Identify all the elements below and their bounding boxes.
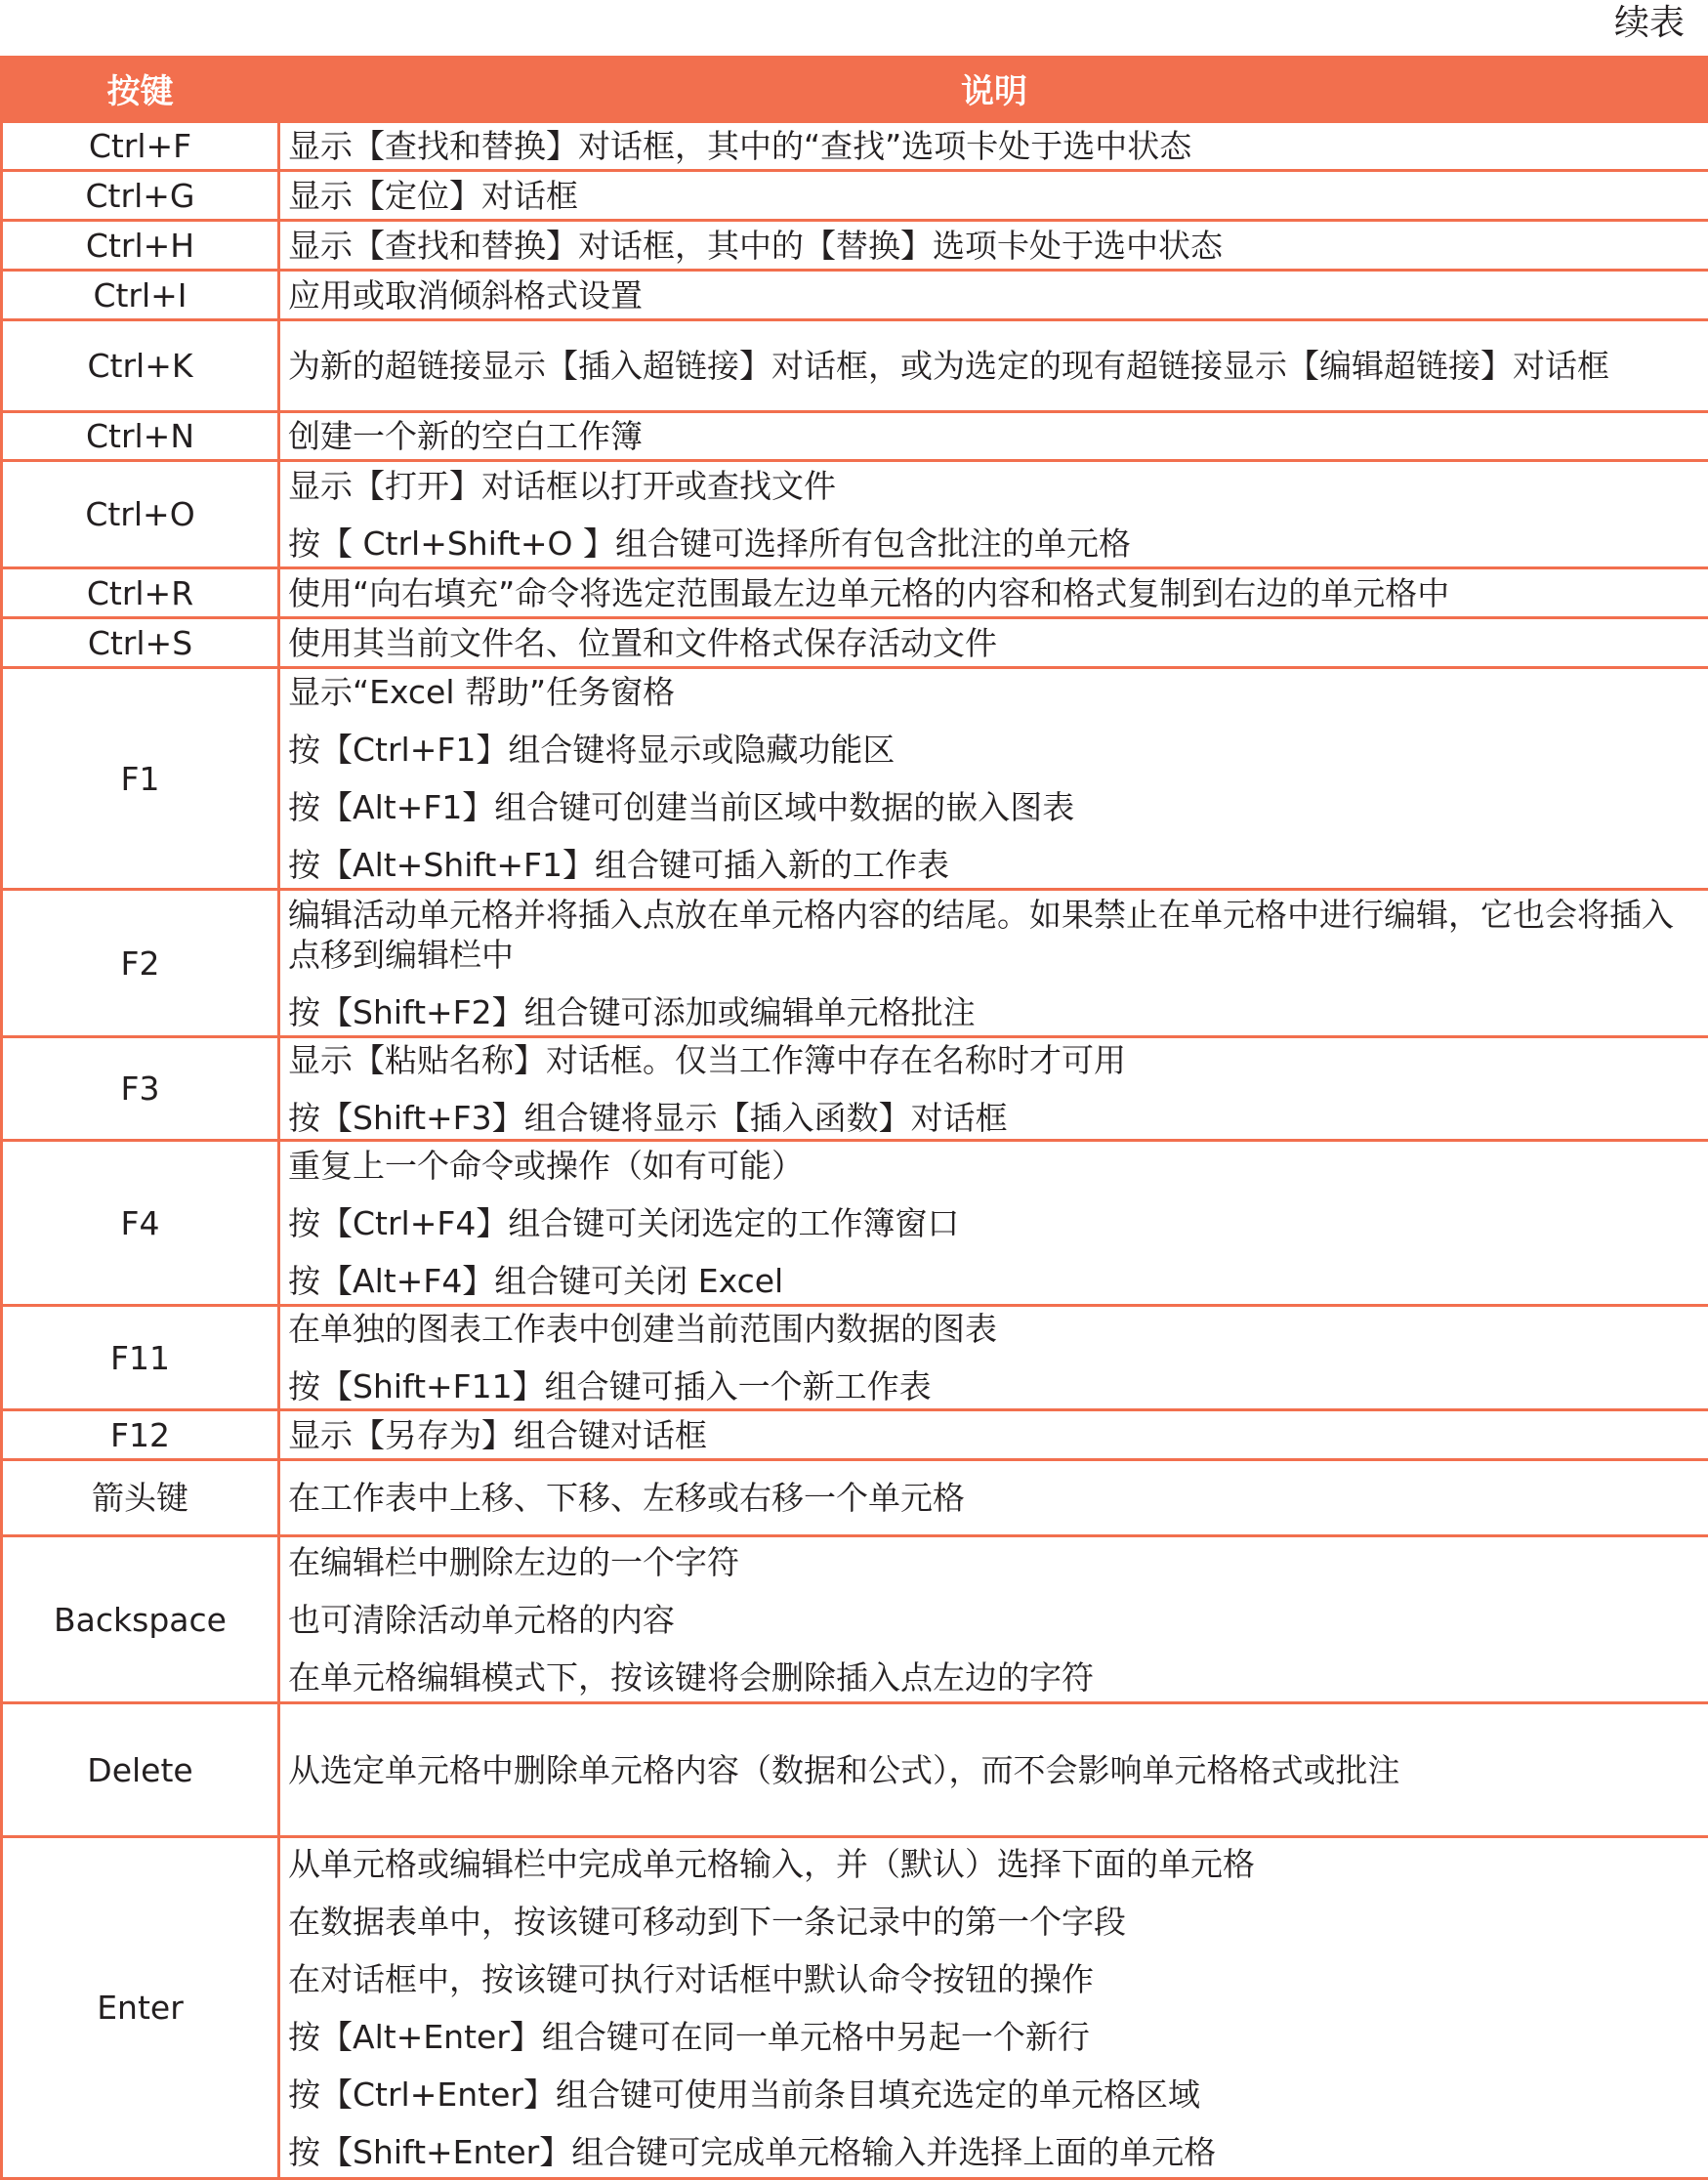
shortcut-key-cell: Ctrl+F: [2, 122, 279, 171]
shortcut-key-cell: Ctrl+R: [2, 568, 279, 618]
description-cell: [279, 271, 1708, 320]
table-row: [2, 1703, 1708, 1837]
table-row: [2, 171, 1708, 221]
table-row: [2, 1536, 1708, 1703]
description-line: 按【Alt+Enter】组合键可在同一单元格中另起一个新行: [288, 2017, 1700, 2057]
description-line: 按【Ctrl+F4】组合键可关闭选定的工作簿窗口: [288, 1203, 1700, 1243]
description-line: 显示【查找和替换】对话框，其中的【替换】选项卡处于选中状态: [288, 226, 1700, 266]
shortcut-key-cell: Ctrl+K: [2, 320, 279, 412]
table-row: [2, 1037, 1708, 1141]
shortcut-key-cell: Delete: [2, 1703, 279, 1837]
shortcut-key-cell: F11: [2, 1306, 279, 1410]
description-cell: [279, 412, 1708, 461]
description-line: 重复上一个命令或操作（如有可能）: [288, 1146, 1700, 1186]
description-cell: [279, 1141, 1708, 1306]
table-row: [2, 1837, 1708, 2179]
table-row: [2, 1410, 1708, 1460]
shortcut-key-cell: Ctrl+N: [2, 412, 279, 461]
description-cell: [279, 1703, 1708, 1837]
table-body: [2, 122, 1708, 2179]
description-line: 创建一个新的空白工作簿: [288, 416, 1700, 456]
table-row: [2, 1460, 1708, 1536]
description-line: 从选定单元格中删除单元格内容（数据和公式），而不会影响单元格格式或批注: [288, 1750, 1700, 1790]
shortcut-key-cell: Ctrl+H: [2, 221, 279, 271]
description-line: 按【Shift+F3】组合键将显示【插入函数】对话框: [288, 1098, 1700, 1138]
table-row: [2, 1141, 1708, 1306]
description-line: 编辑活动单元格并将插入点放在单元格内容的结尾。如果禁止在单元格中进行编辑，它也会将插入点移到编辑栏中: [288, 895, 1700, 975]
shortcut-key-cell: Ctrl+S: [2, 618, 279, 668]
description-cell: [279, 1460, 1708, 1536]
shortcut-key-cell: Ctrl+I: [2, 271, 279, 320]
description-line: 按【Alt+Shift+F1】组合键可插入新的工作表: [288, 845, 1700, 885]
description-line: 从单元格或编辑栏中完成单元格输入，并（默认）选择下面的单元格: [288, 1844, 1700, 1884]
header-description: 说明: [279, 56, 1708, 122]
shortcut-key-table: [0, 56, 1708, 2180]
description-cell: [279, 668, 1708, 890]
shortcut-key-cell: Backspace: [2, 1536, 279, 1703]
shortcut-key-cell: Ctrl+O: [2, 461, 279, 568]
description-line: 使用“向右填充”命令将选定范围最左边单元格的内容和格式复制到右边的单元格中: [288, 573, 1700, 613]
description-line: 按【 Ctrl+Shift+O 】组合键可选择所有包含批注的单元格: [288, 524, 1700, 564]
description-cell: [279, 122, 1708, 171]
description-cell: [279, 320, 1708, 412]
description-line: 显示【另存为】组合键对话框: [288, 1415, 1700, 1455]
description-line: 在数据表单中，按该键可移动到下一条记录中的第一个字段: [288, 1902, 1700, 1942]
description-line: 也可清除活动单元格的内容: [288, 1600, 1700, 1640]
description-cell: [279, 1037, 1708, 1141]
shortcut-key-cell: F12: [2, 1410, 279, 1460]
description-line: 应用或取消倾斜格式设置: [288, 275, 1700, 315]
shortcut-key-cell: F2: [2, 890, 279, 1037]
table-row: [2, 668, 1708, 890]
description-line: 按【Shift+F2】组合键可添加或编辑单元格批注: [288, 992, 1700, 1032]
table-row: [2, 618, 1708, 668]
description-line: 按【Shift+F11】组合键可插入一个新工作表: [288, 1366, 1700, 1406]
shortcut-key-cell: F4: [2, 1141, 279, 1306]
table-caption: 续表: [1614, 2, 1685, 45]
shortcut-key-cell: F3: [2, 1037, 279, 1141]
shortcut-key-cell: Enter: [2, 1837, 279, 2179]
description-cell: [279, 568, 1708, 618]
table-row: [2, 1306, 1708, 1410]
table-row: [2, 221, 1708, 271]
table-row: [2, 271, 1708, 320]
description-line: 在工作表中上移、下移、左移或右移一个单元格: [288, 1478, 1700, 1518]
shortcut-key-cell: F1: [2, 668, 279, 890]
description-line: 显示【查找和替换】对话框，其中的“查找”选项卡处于选中状态: [288, 126, 1700, 166]
description-line: 显示【定位】对话框: [288, 176, 1700, 216]
shortcut-key-cell: 箭头键: [2, 1460, 279, 1536]
description-line: 使用其当前文件名、位置和文件格式保存活动文件: [288, 623, 1700, 663]
description-cell: [279, 1410, 1708, 1460]
description-cell: [279, 1837, 1708, 2179]
description-line: 在对话框中，按该键可执行对话框中默认命令按钮的操作: [288, 1959, 1700, 1999]
description-cell: [279, 1306, 1708, 1410]
header-key: 按键: [2, 56, 279, 122]
description-line: 在单独的图表工作表中创建当前范围内数据的图表: [288, 1309, 1700, 1349]
description-line: 在单元格编辑模式下，按该键将会删除插入点左边的字符: [288, 1657, 1700, 1698]
description-line: 按【Shift+Enter】组合键可完成单元格输入并选择上面的单元格: [288, 2132, 1700, 2172]
shortcut-key-cell: Ctrl+G: [2, 171, 279, 221]
description-line: 按【Ctrl+F1】组合键将显示或隐藏功能区: [288, 730, 1700, 770]
description-line: 按【Ctrl+Enter】组合键可使用当前条目填充选定的单元格区域: [288, 2075, 1700, 2115]
table-row: [2, 568, 1708, 618]
description-line: 按【Alt+F4】组合键可关闭 Excel: [288, 1261, 1700, 1301]
description-cell: [279, 171, 1708, 221]
description-line: 显示【打开】对话框以打开或查找文件: [288, 466, 1700, 506]
table-row: [2, 890, 1708, 1037]
description-cell: [279, 1536, 1708, 1703]
description-line: 显示【粘贴名称】对话框。仅当工作簿中存在名称时才可用: [288, 1040, 1700, 1080]
description-line: 按【Alt+F1】组合键可创建当前区域中数据的嵌入图表: [288, 787, 1700, 827]
description-cell: [279, 221, 1708, 271]
table-row: [2, 412, 1708, 461]
table-row: [2, 320, 1708, 412]
description-line: 为新的超链接显示【插入超链接】对话框，或为选定的现有超链接显示【编辑超链接】对话框: [288, 346, 1700, 386]
description-line: 显示“Excel 帮助”任务窗格: [288, 672, 1700, 712]
description-cell: [279, 461, 1708, 568]
description-cell: [279, 618, 1708, 668]
description-cell: [279, 890, 1708, 1037]
description-line: 在编辑栏中删除左边的一个字符: [288, 1542, 1700, 1582]
table-header-row: [2, 56, 1708, 122]
table-row: [2, 461, 1708, 568]
table-row: [2, 122, 1708, 171]
